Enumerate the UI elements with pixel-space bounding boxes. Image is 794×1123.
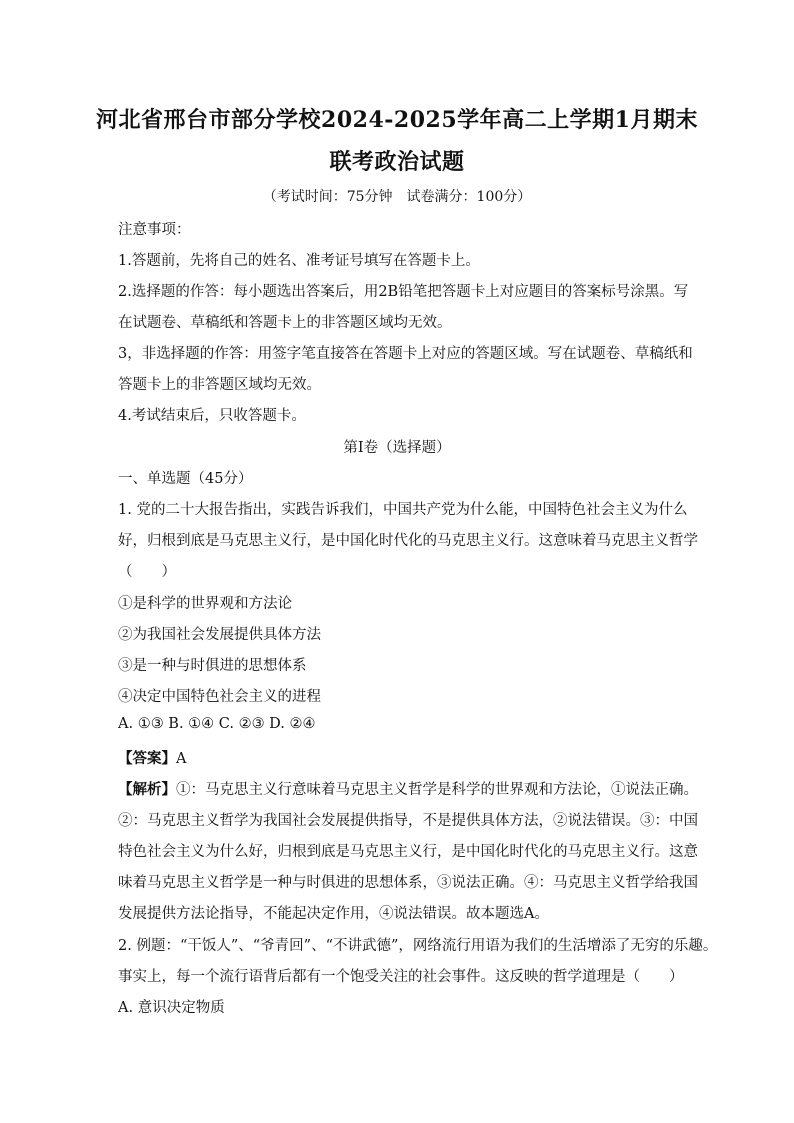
notice-heading: 注意事项： — [118, 222, 191, 238]
notice-item-2-line-2: 在试题卷、草稿纸和答题卡上的非答题区域均无效。 — [118, 315, 452, 331]
question-1-option-3: ③是一种与时俱进的思想体系 — [118, 658, 307, 674]
question-1-option-4: ④决定中国特色社会主义的进程 — [118, 689, 321, 705]
answer-value: A — [176, 751, 187, 767]
notice-item-1: 1.答题前，先将自己的姓名、准考证号填写在答题卡上。 — [118, 253, 480, 269]
question-1-stem-line-2: 好，归根到底是马克思主义行，是中国化时代化的马克思主义行。这意味着马克思主义哲学 — [118, 533, 698, 549]
notice-item-4: 4.考试结束后，只收答题卡。 — [118, 408, 306, 424]
question-2-stem-line-1: 2. 例题：“干饭人”、“爷青回”、“不讲武德”，网络流行用语为我们的生活增添了无穷的乐趣。 — [118, 938, 718, 954]
question-1-analysis-line-4: 味着马克思主义哲学是一种与时俱进的思想体系，③说法正确。④：马克思主义哲学给我国 — [118, 875, 698, 891]
question-1-paren: （ ） — [118, 564, 176, 580]
question-1-analysis-line-1 — [118, 778, 698, 799]
document-title-line-1: 河北省邢台市部分学校2024-2025学年高二上学期1月期末 — [96, 107, 698, 133]
answer-label: 【答案】 — [118, 750, 176, 767]
question-1-analysis-line-5: 发展提供方法论指导，不能起决定作用，④说法错误。故本题选A。 — [118, 906, 549, 922]
volume-title: 第Ⅰ卷（选择题） — [343, 440, 451, 456]
question-2-stem-line-2: 事实上，每一个流行语背后都有一个饱受关注的社会事件。这反映的哲学道理是（ ） — [118, 969, 684, 985]
exam-info: （考试时间：75分钟 试卷满分：100分） — [262, 189, 532, 205]
question-1-option-2: ②为我国社会发展提供具体方法 — [118, 627, 321, 643]
notice-item-3-line-1: 3，非选择题的作答：用签字笔直接答在答题卡上对应的答题区域。写在试题卷、草稿纸和 — [118, 346, 693, 362]
question-1-option-1: ①是科学的世界观和方法论 — [118, 596, 292, 612]
question-1-analysis-line-2: ②：马克思主义哲学为我国社会发展提供指导，不是提供具体方法，②说法错误。③：中国 — [118, 813, 698, 829]
document-title-line-2: 联考政治试题 — [329, 149, 465, 175]
analysis-text: ①：马克思主义行意味着马克思主义哲学是科学的世界观和方法论，①说法正确。 — [176, 782, 698, 798]
question-1-stem-line-1: 1. 党的二十大报告指出，实践告诉我们，中国共产党为什么能，中国特色社会主义为什么 — [118, 502, 688, 518]
analysis-label: 【解析】 — [118, 781, 176, 798]
question-1-choices: A. ①③ B. ①④ C. ②③ D. ②④ — [118, 716, 316, 732]
notice-item-2-line-1: 2.选择题的作答：每小题选出答案后，用2B铅笔把答题卡上对应题目的答案标号涂黑。写 — [118, 284, 689, 300]
notice-item-3-line-2: 答题卡上的非答题区域均无效。 — [118, 377, 321, 393]
question-1-answer — [118, 747, 678, 768]
question-2-option-a: A. 意识决定物质 — [118, 1000, 225, 1016]
section-title: 一、单选题（45分） — [118, 471, 253, 487]
question-1-analysis-line-3: 特色社会主义为什么好，归根到底是马克思主义行，是中国化时代化的马克思主义行。这意 — [118, 844, 698, 860]
